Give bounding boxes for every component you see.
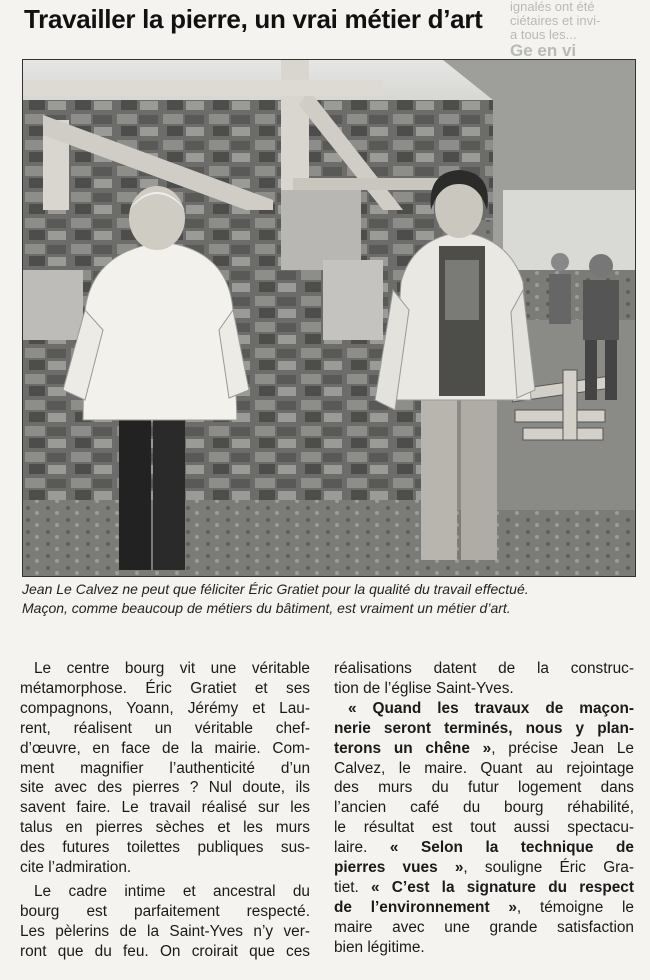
bleed-line: a tous les... bbox=[510, 27, 577, 42]
bleed-line: Ge en vi bbox=[510, 41, 577, 58]
quote-text: de l’environnement » bbox=[334, 898, 517, 916]
paragraph bbox=[334, 699, 634, 958]
text-line: tion de l’église Saint-Yves. bbox=[334, 679, 514, 697]
text-line: d’œuvre, en face de la mairie. Com- bbox=[20, 739, 310, 757]
article-column-right bbox=[334, 659, 634, 958]
text-line: ront que du feu. On croirait que ces bbox=[20, 942, 310, 960]
text-line: savent faire. Le travail réalisé sur les bbox=[20, 799, 310, 817]
article-photo bbox=[22, 59, 636, 577]
text-line: Le cadre intime et ancestral du bbox=[34, 882, 310, 900]
paragraph bbox=[20, 882, 310, 962]
text-line: bien légitime. bbox=[334, 938, 425, 956]
quote-text: terons un chêne » bbox=[334, 739, 492, 757]
photo-illustration bbox=[23, 60, 635, 576]
bleed-line: ciétaires et invi- bbox=[510, 13, 601, 28]
text-line: bourg est parfaitement respecté. bbox=[20, 902, 310, 920]
text-line: réalisations datent de la construc- bbox=[334, 660, 634, 677]
text-line: ment magnifier l’authenticité d’un bbox=[20, 759, 310, 777]
text-line: talus en pierres sèches et les murs bbox=[20, 819, 310, 837]
caption-line: Maçon, comme beaucoup de métiers du bâtiment, est vraiment un métier d’art. bbox=[22, 600, 511, 616]
quote-text: pierres vues » bbox=[334, 859, 464, 877]
text-line: terons un chêne », précise Jean Le bbox=[334, 739, 634, 757]
text-line: Calvez, le maire. Quant au rejointage bbox=[334, 759, 634, 777]
text-line bbox=[334, 719, 634, 739]
quote-text: « Quand les travaux de maçon- bbox=[348, 699, 634, 717]
paragraph bbox=[334, 659, 634, 699]
text-line: site avec des pierres ? Nul doute, ils bbox=[20, 779, 310, 797]
quote-text: nerie seront terminés, nous y plan- bbox=[334, 719, 634, 737]
text-line: cite l’admiration. bbox=[20, 859, 132, 877]
bleed-line: ignalés ont été bbox=[510, 0, 595, 14]
text-line: l’ancien café du bourg réhabilité, bbox=[334, 799, 634, 817]
text-line: Le centre bourg vit une véritable bbox=[34, 660, 310, 677]
text-line: de l’environnement », témoigne le bbox=[334, 898, 634, 916]
text-line: pierres vues », souligne Éric Gra- bbox=[334, 859, 634, 877]
text-line: le résultat est tout aussi spectacu- bbox=[334, 819, 634, 837]
text-line: métamorphose. Éric Gratiet et ses bbox=[20, 679, 310, 697]
article-headline: Travailler la pierre, un vrai métier d’art bbox=[24, 4, 483, 34]
text-line: maire avec une grande satisfaction bbox=[334, 918, 634, 936]
text-line: des murs du futur logement dans bbox=[334, 779, 634, 797]
text-line bbox=[334, 699, 634, 719]
text-line: rent, réalisent un véritable chef- bbox=[20, 719, 310, 737]
text-line: tiet. « C’est la signature du respect bbox=[334, 878, 634, 896]
text-line: des futures toilettes publiques sus- bbox=[20, 839, 310, 857]
paragraph bbox=[20, 659, 310, 878]
text-line: compagnons, Yoann, Jérémy et Lau- bbox=[20, 699, 310, 717]
photo-caption bbox=[22, 580, 637, 618]
caption-line: Jean Le Calvez ne peut que féliciter Éric Gratiet pour la qualité du travail effectué. bbox=[22, 581, 529, 597]
quote-text: « C’est la signature du respect bbox=[371, 878, 634, 896]
quote-text: « Selon la technique de bbox=[389, 839, 634, 857]
text-line: Les pèlerins de la Saint-Yves n’y ver- bbox=[20, 922, 310, 940]
article-column-left bbox=[20, 659, 310, 962]
text-line: laire. « Selon la technique de bbox=[334, 839, 634, 857]
